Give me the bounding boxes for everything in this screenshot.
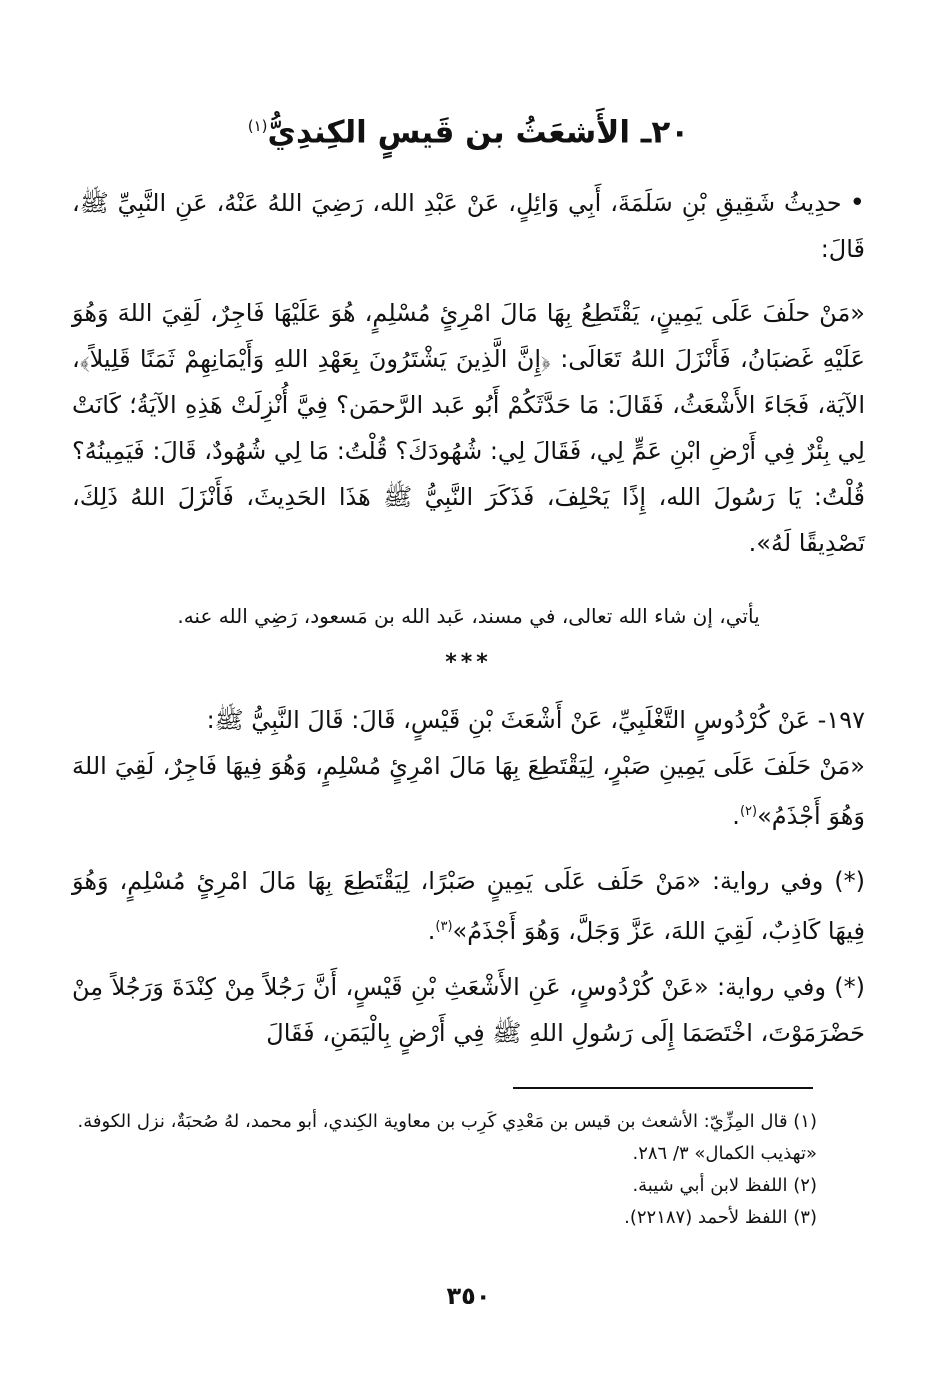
hadith-intro-paragraph [72,180,865,272]
footnote-ref-3: (٣) [435,919,453,934]
bullet-icon: • [849,188,865,218]
footnote-1: (١) قال المِزِّيّ: الأشعث بن قيس بن مَعْدِي كَرِب بن معاوية الكِندي، أبو محمد، لهُ صُحبَةٌ، نزل الكوفة. «تهذيب الكمال» ٣/ ٢٨٦. [77,1111,817,1164]
footnote-ref-1: (١) [247,117,268,135]
footnote-ref-2: (٢) [739,804,758,819]
riwaya-1-paragraph: (*) وفي رواية: «مَنْ حَلَف عَلَى يَمِينٍ صَبْرًا، لِيَقْتَطِعَ بِهَا مَالَ امْرِئٍ مُسْلِمٍ، وَهُوَ فِيهَا كَاذِبٌ، لَقِيَ اللهَ، عَزَّ وَجَلَّ، وَهُوَ أَجْذَمُ»$^{(٣)}$. [72,867,865,945]
section-title [0,100,937,158]
hadith-197-matn: «مَنْ حَلَفَ عَلَى يَمِينِ صَبْرٍ، لِيَقْتَطِعَ بِهَا مَالَ امْرِئٍ مُسْلِمٍ، وَهُوَ فِيهَا فَاجِرٌ، لَقِيَ اللهَ وَهُوَ أَجْذَمُ» [72,752,865,830]
section-title-text: ٢٠ـ الأَشعَثُ بن قَيسٍ الكِندِيُّ [267,114,690,151]
hadith-197-paragraph [72,697,865,839]
footnotes [72,1106,817,1234]
riwaya-1-text: (*) وفي رواية: «مَنْ حَلَف عَلَى يَمِينٍ صَبْرًا، لِيَقْتَطِعَ بِهَا مَالَ امْرِئٍ مُسْلِمٍ، وَهُوَ فِيهَا كَاذِبٌ، لَقِيَ اللهَ، عَزَّ وَجَلَّ، وَهُوَ أَجْذَمُ» [72,867,865,945]
hadith-intro-chain: حدِيثُ شَقِيقِ بْنِ سَلَمَةَ، أَبِي وَائِلٍ، عَنْ عَبْدِ الله، رَضِيَ اللهُ عَنْهُ، عَنِ النَّبِيِّ ﷺ، قَالَ: [72,189,865,263]
page-number: ٣٥٠ [446,1282,491,1310]
section-separator: *** [445,650,492,675]
footnote-3: (٣) اللفظ لأحمد (٢٢١٨٧). [624,1207,817,1228]
cross-reference-note: يأتي، إن شاء الله تعالى، في مسند، عَبد الله بن مَسعود، رَضِي الله عنه. [177,604,760,628]
footnote-divider [513,1087,813,1089]
hadith-197-chain: ١٩٧- عَنْ كُرْدُوسٍ التَّغْلَبِيِّ، عَنْ أَشْعَثَ بْنِ قَيْسٍ، قَالَ: قَالَ النَّبِيُّ ﷺ: [206,706,865,734]
hadith-197-matn-wrap: «مَنْ حَلَفَ عَلَى يَمِينِ صَبْرٍ، لِيَقْتَطِعَ بِهَا مَالَ امْرِئٍ مُسْلِمٍ، وَهُوَ فِيهَا فَاجِرٌ، لَقِيَ اللهَ وَهُوَ أَجْذَمُ»$^{(٢)}$. [72,752,865,830]
footnote-2: (٢) اللفظ لابن أبي شيبة. [632,1175,817,1196]
riwaya-2-paragraph: (*) وفي رواية: «عَنْ كُرْدُوسٍ، عَنِ الأَشْعَثِ بْنِ قَيْسٍ، أَنَّ رَجُلاً مِنْ كِنْدَةَ وَرَجُلاً مِنْ حَضْرَمَوْتَ، اخْتَصَمَا إِلَى رَسُولِ اللهِ ﷺ فِي أَرْضٍ بِالْيَمَنِ، فَقَالَ [72,973,865,1047]
hadith-intro-matn: «مَنْ حلَفَ عَلَى يَمِينٍ، يَقْتَطِعُ بِهَا مَالَ امْرِئٍ مُسْلِمٍ، هُوَ عَلَيْهَا فَاجِرٌ، لَقِيَ اللهَ وَهُوَ عَلَيْهِ غَضبَانُ، فَأَنْزَلَ اللهُ تَعَالَى: ﴿إِنَّ الَّذِينَ يَشْتَرُونَ بِعَهْدِ اللهِ وَأَيْمَانِهِمْ ثَمَنًا قَلِيلاً﴾، الآيَة، فَجَاءَ الأَشْعَثُ، فَقَالَ: مَا حَدَّثَكُمْ أَبُو عَبد الرَّحمَن؟ فِيَّ أُنْزِلَتْ هَذِهِ الآيَةُ؛ كَانَتْ لِي بِئْرٌ فِي أَرْضِ ابْنِ عَمٍّ لِي، فَقَالَ لِي: شُهُودَكَ؟ قُلْتُ: مَا لِي شُهُودٌ، قَالَ: فَيَمِينُهُ؟ قُلْتُ: يَا رَسُولَ الله، إِذًا يَحْلِفَ، فَذَكَرَ النَّبِيُّ ﷺ هَذَا الحَدِيثَ، فَأَنْزَلَ اللهُ ذَلِكَ، تَصْدِيقًا لَهُ». [72,299,865,557]
